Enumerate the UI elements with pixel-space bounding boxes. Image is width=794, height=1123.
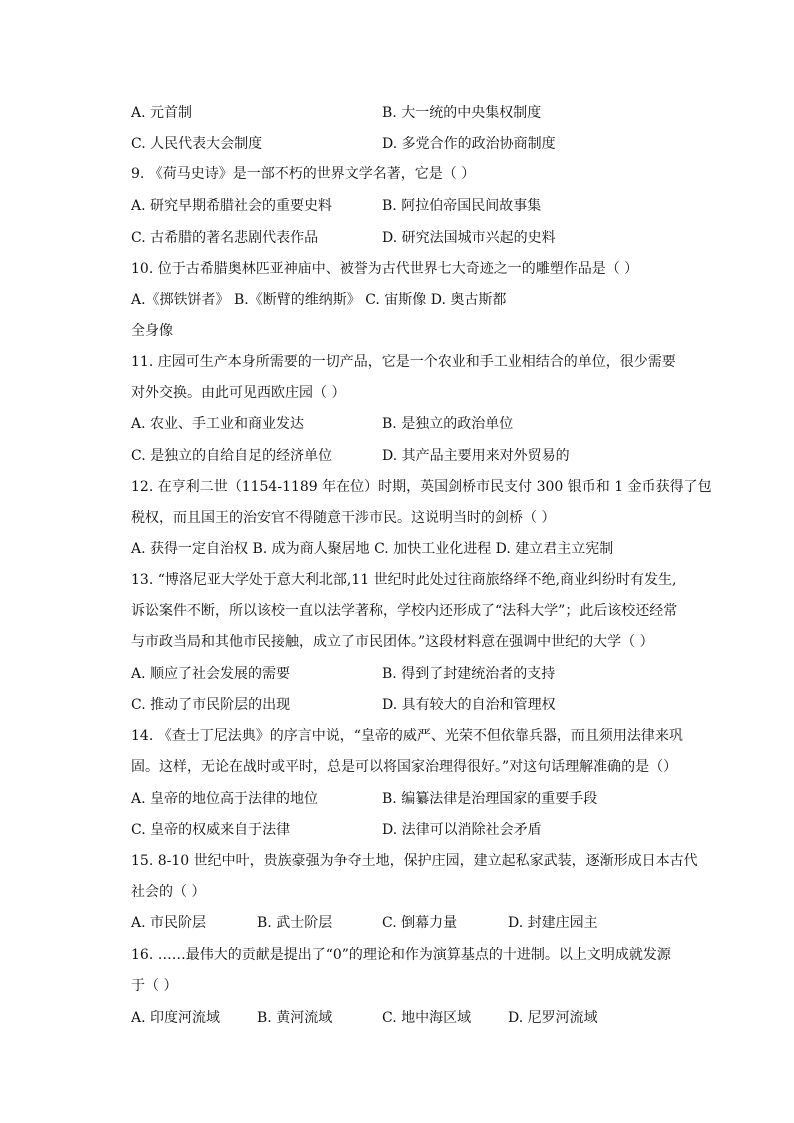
q14-option-b: B. 编纂法律是治理国家的重要手段 bbox=[382, 791, 598, 807]
q14-option-a: A. 皇帝的地位高于法律的地位 bbox=[131, 791, 319, 807]
q12-options: A. 获得一定自治权 B. 成为商人聚居地 C. 加快工业化进程 D. 建立君主立宪制 bbox=[131, 541, 614, 557]
q8-option-c: C. 人民代表大会制度 bbox=[131, 136, 263, 152]
q15-option-c: C. 倒幕力量 bbox=[382, 915, 458, 931]
q13-stem-line1: 13. “博洛尼亚大学处于意大利北部,11 世纪时此处过往商旅络绎不绝,商业纠纷时有发生, bbox=[131, 572, 677, 588]
q16-option-d: D. 尼罗河流域 bbox=[508, 1010, 598, 1026]
q12-stem-line2: 税权，而且国王的治安官不得随意干涉市民。这说明当时的剑桥（ ） bbox=[131, 510, 556, 526]
q15-stem-line1: 15. 8-10 世纪中叶，贵族豪强为争夺土地，保护庄园，建立起私家武装，逐渐形成日本古代 bbox=[131, 853, 698, 869]
q14-stem-line2: 固。这样，无论在战时或平时，总是可以将国家治理得很好。”对这句话理解准确的是（） bbox=[131, 759, 678, 775]
q9-option-c: C. 古希腊的著名悲剧代表作品 bbox=[131, 230, 319, 246]
q11-stem-line2: 对外交换。由此可见西欧庄园（ ） bbox=[131, 385, 346, 401]
q16-option-c: C. 地中海区域 bbox=[382, 1010, 472, 1026]
q13-option-d: D. 具有较大的自治和管理权 bbox=[382, 697, 556, 713]
q13-option-b: B. 得到了封建统治者的支持 bbox=[382, 666, 556, 682]
q14-option-c: C. 皇帝的权威来自于法律 bbox=[131, 822, 291, 838]
q11-option-c: C. 是独立的自给自足的经济单位 bbox=[131, 448, 333, 464]
q13-stem-line2: 诉讼案件不断，所以该校一直以法学著称，学校内还形成了“法科大学”；此后该校还经常 bbox=[131, 603, 678, 619]
q14-stem-line1: 14. 《查士丁尼法典》的序言中说，“皇帝的威严、光荣不但依靠兵器，而且须用法律来巩 bbox=[131, 728, 683, 744]
q9-option-b: B. 阿拉伯帝国民间故事集 bbox=[382, 198, 542, 214]
q11-option-a: A. 农业、手工业和商业发达 bbox=[131, 416, 305, 432]
q16-option-a: A. 印度河流域 bbox=[131, 1010, 221, 1026]
q9-stem: 9. 《荷马史诗》是一部不朽的世界文学名著，它是（ ） bbox=[131, 166, 476, 182]
q16-option-b: B. 黄河流域 bbox=[257, 1010, 333, 1026]
q12-stem-line1: 12. 在亨利二世（1154-1189 年在位）时期，英国剑桥市民支付 300 银币和 1 金币获得了包 bbox=[131, 479, 712, 495]
q15-stem-line2: 社会的（ ） bbox=[131, 884, 206, 900]
q13-option-c: C. 推动了市民阶层的出现 bbox=[131, 697, 291, 713]
q11-option-b: B. 是独立的政治单位 bbox=[382, 416, 514, 432]
q8-option-d: D. 多党合作的政治协商制度 bbox=[382, 136, 556, 152]
q9-option-d: D. 研究法国城市兴起的史料 bbox=[382, 230, 556, 246]
q8-option-b: B. 大一统的中央集权制度 bbox=[382, 105, 542, 121]
q14-option-d: D. 法律可以消除社会矛盾 bbox=[382, 822, 542, 838]
q13-option-a: A. 顺应了社会发展的需要 bbox=[131, 666, 291, 682]
q10-options: A.《掷铁饼者》 B.《断臂的维纳斯》 C. 宙斯像 D. 奥古斯都 bbox=[131, 292, 507, 308]
q16-stem-line1: 16. ……最伟大的贡献是提出了“0”的理论和作为演算基点的十进制。以上文明成就发源 bbox=[131, 947, 671, 963]
q16-stem-line2: 于（ ） bbox=[131, 978, 178, 994]
q8-option-a: A. 元首制 bbox=[131, 105, 193, 121]
q15-option-b: B. 武士阶层 bbox=[257, 915, 333, 931]
q11-stem-line1: 11. 庄园可生产本身所需要的一切产品，它是一个农业和手工业相结合的单位，很少需要 bbox=[131, 354, 676, 370]
q11-option-d: D. 其产品主要用来对外贸易的 bbox=[382, 448, 570, 464]
q13-stem-line3: 与市政当局和其他市民接触，成立了市民团体。”这段材料意在强调中世纪的大学（ ） bbox=[131, 634, 654, 650]
q9-option-a: A. 研究早期希腊社会的重要史料 bbox=[131, 198, 333, 214]
q15-option-d: D. 封建庄园主 bbox=[508, 915, 598, 931]
q10-stem: 10. 位于古希腊奥林匹亚神庙中、被誉为古代世界七大奇迹之一的雕塑作品是（ ） bbox=[131, 261, 639, 277]
q15-option-a: A. 市民阶层 bbox=[131, 915, 207, 931]
q10-options-continued: 全身像 bbox=[131, 323, 173, 339]
